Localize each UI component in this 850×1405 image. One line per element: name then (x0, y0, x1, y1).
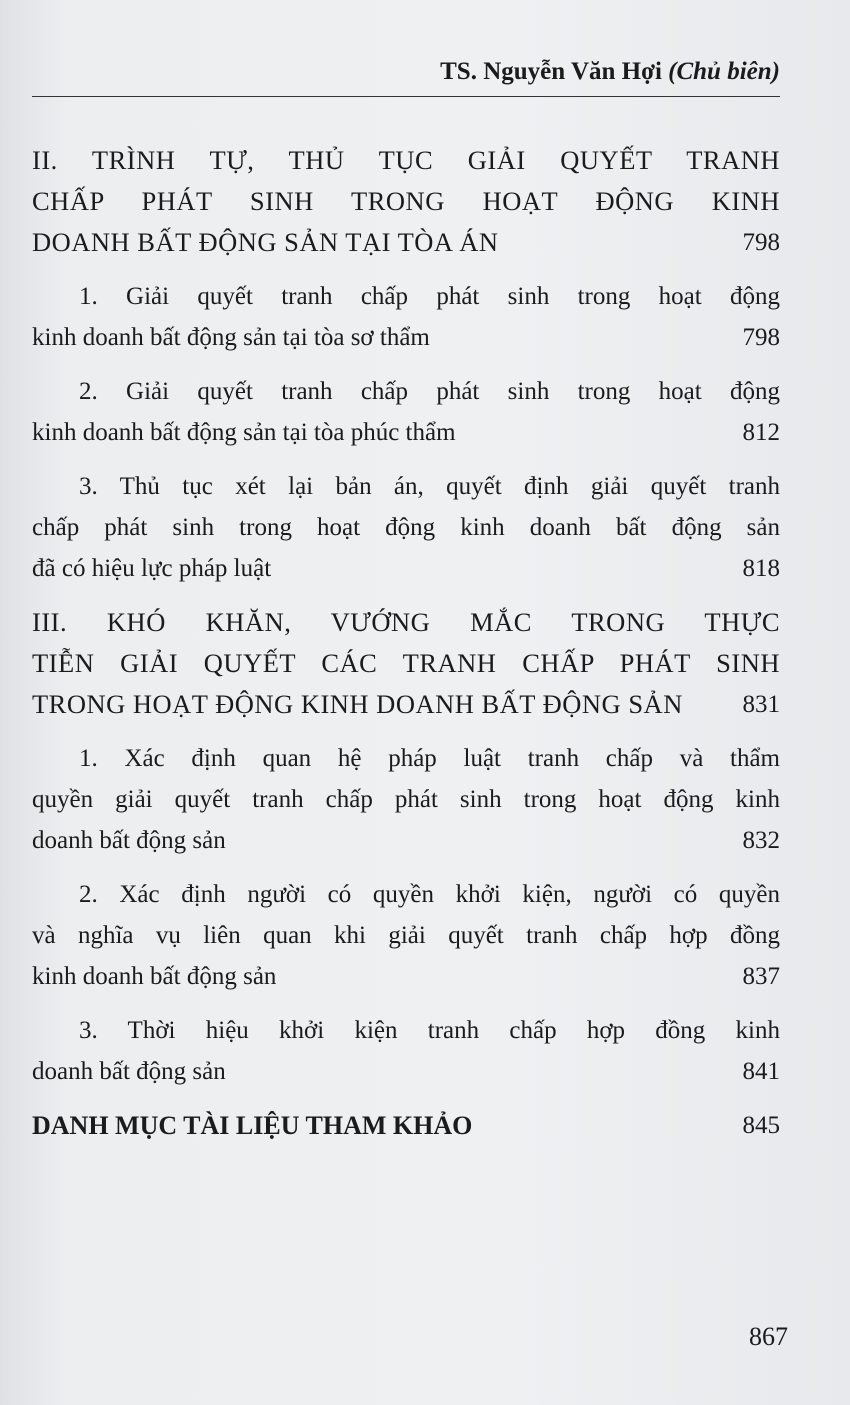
toc-line: DANH MỤC TÀI LIỆU THAM KHẢO (32, 1111, 473, 1140)
toc-entry-title (32, 371, 780, 453)
toc-line: 3. Thủ tục xét lại bản án, quyết định giải quyết tranh (79, 473, 780, 500)
toc-entry-section-3 (32, 602, 780, 725)
toc-entry-2-2 (32, 371, 780, 453)
toc-page-number: 837 (742, 963, 780, 990)
toc-entry-3-1 (32, 738, 780, 861)
toc-line: doanh bất động sản (32, 1058, 226, 1085)
folio-page-number: 867 (749, 1322, 788, 1351)
toc-line: TRONG HOẠT ĐỘNG KINH DOANH BẤT ĐỘNG SẢN (32, 689, 683, 719)
toc-page-number: 812 (742, 419, 780, 446)
toc-line: doanh bất động sản (32, 827, 226, 854)
toc-line: II. TRÌNH TỰ, THỦ TỤC GIẢI QUYẾT TRANH (32, 145, 780, 175)
toc-entry-title (32, 874, 780, 997)
table-of-contents (32, 140, 780, 1159)
toc-line: và nghĩa vụ liên quan khi giải quyết tranh chấp hợp đồng (32, 922, 780, 949)
toc-line: đã có hiệu lực pháp luật (32, 555, 272, 582)
toc-page-number: 798 (742, 324, 780, 351)
toc-line: 1. Xác định quan hệ pháp luật tranh chấp và thẩm (79, 745, 780, 772)
toc-page-number: 845 (742, 1112, 780, 1139)
toc-line: 1. Giải quyết tranh chấp phát sinh trong hoạt động (79, 283, 780, 310)
running-header (440, 58, 780, 86)
toc-entry-title (32, 738, 780, 861)
toc-entry-title (32, 1010, 780, 1092)
toc-page-number: 831 (742, 691, 780, 718)
toc-line: 3. Thời hiệu khởi kiện tranh chấp hợp đồng kinh (79, 1017, 780, 1044)
toc-line: TIỄN GIẢI QUYẾT CÁC TRANH CHẤP PHÁT SINH (32, 648, 780, 678)
toc-line: chấp phát sinh trong hoạt động kinh doanh bất động sản (32, 514, 780, 541)
toc-page-number: 818 (742, 555, 780, 582)
toc-line: kinh doanh bất động sản (32, 963, 277, 990)
toc-line: quyền giải quyết tranh chấp phát sinh trong hoạt động kinh (32, 786, 780, 813)
toc-page-number: 832 (742, 827, 780, 854)
toc-entry-2-3 (32, 466, 780, 589)
toc-entry-title (32, 602, 780, 725)
toc-line: kinh doanh bất động sản tại tòa phúc thẩm (32, 419, 456, 446)
toc-entry-bibliography (32, 1105, 780, 1146)
toc-entry-section-2 (32, 140, 780, 263)
toc-page-number: 798 (742, 229, 780, 256)
toc-line: kinh doanh bất động sản tại tòa sơ thẩm (32, 324, 430, 351)
header-divider (32, 96, 780, 97)
toc-page-number: 841 (742, 1058, 780, 1085)
header-author-role: (Chủ biên) (668, 58, 780, 85)
toc-line: 2. Xác định người có quyền khởi kiện, người có quyền (79, 881, 780, 908)
toc-entry-2-1 (32, 276, 780, 358)
toc-entry-title (32, 466, 780, 589)
toc-entry-3-2 (32, 874, 780, 997)
toc-line: CHẤP PHÁT SINH TRONG HOẠT ĐỘNG KINH (32, 186, 780, 216)
toc-line: 2. Giải quyết tranh chấp phát sinh trong hoạt động (79, 378, 780, 405)
toc-line: III. KHÓ KHĂN, VƯỚNG MẮC TRONG THỰC (32, 607, 780, 637)
toc-entry-title (32, 276, 780, 358)
toc-entry-3-3 (32, 1010, 780, 1092)
toc-entry-title (32, 140, 780, 263)
header-author-name: TS. Nguyễn Văn Hợi (440, 58, 662, 85)
toc-line: DOANH BẤT ĐỘNG SẢN TẠI TÒA ÁN (32, 227, 499, 257)
toc-entry-title (32, 1105, 780, 1146)
